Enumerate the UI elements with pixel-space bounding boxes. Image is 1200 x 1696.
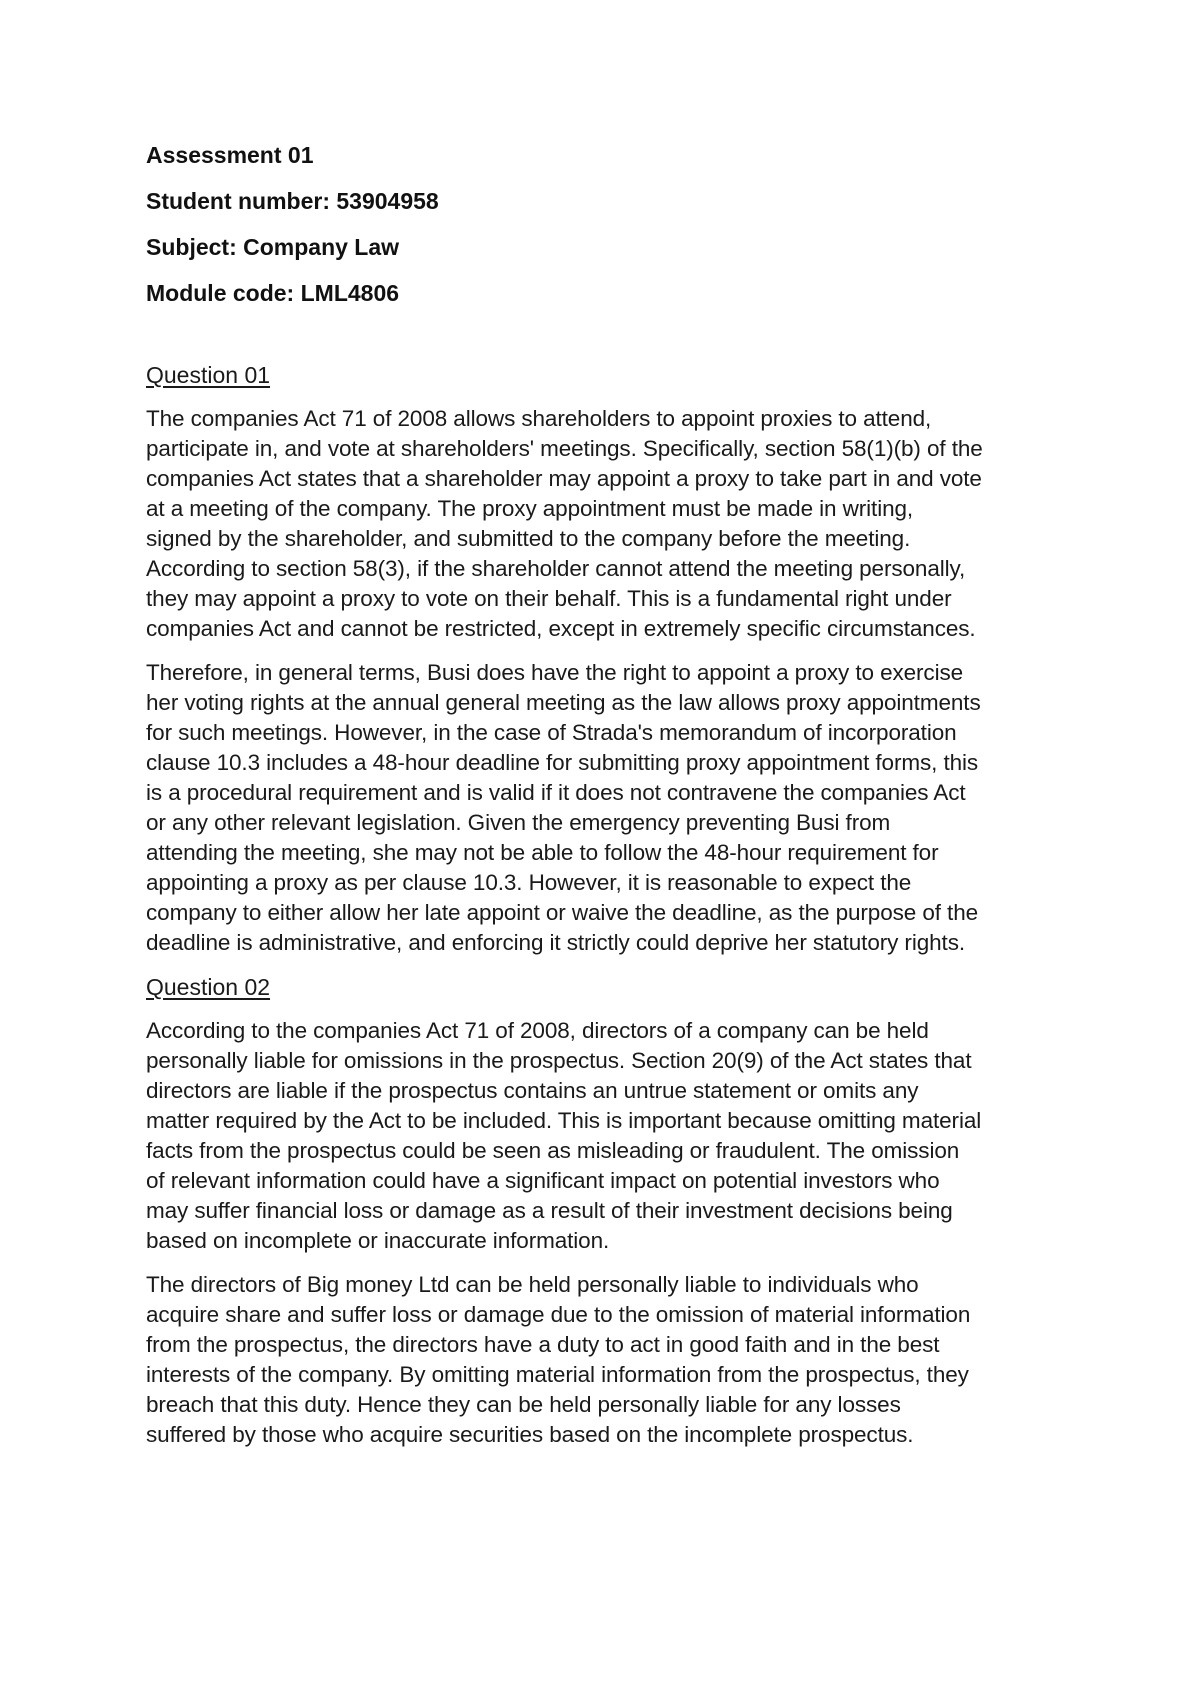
document-body <box>146 360 1066 1450</box>
answer-paragraph <box>146 1016 1066 1256</box>
student-number: Student number: 53904958 <box>146 188 439 214</box>
paragraph-line: is a procedural requirement and is valid if it does not contravene the companies Act <box>146 780 966 805</box>
paragraph-line: signed by the shareholder, and submitted to the company before the meeting. <box>146 526 911 551</box>
assessment-title: Assessment 01 <box>146 142 314 168</box>
paragraph-line: According to section 58(3), if the shareholder cannot attend the meeting personally, <box>146 556 966 581</box>
paragraph-line: for such meetings. However, in the case of Strada's memorandum of incorporation <box>146 720 957 745</box>
paragraph-line: they may appoint a proxy to vote on their behalf. This is a fundamental right under <box>146 586 952 611</box>
document-header <box>146 140 1066 308</box>
paragraph-line: attending the meeting, she may not be able to follow the 48-hour requirement for <box>146 840 939 865</box>
answer-paragraph <box>146 404 1066 644</box>
question-section <box>146 360 1066 958</box>
paragraph-line: personally liable for omissions in the prospectus. Section 20(9) of the Act states that <box>146 1048 972 1073</box>
paragraph-line: company to either allow her late appoint or waive the deadline, as the purpose of the <box>146 900 979 925</box>
paragraph-line: directors are liable if the prospectus contains an untrue statement or omits any <box>146 1078 919 1103</box>
paragraph-line: acquire share and suffer loss or damage due to the omission of material information <box>146 1302 971 1327</box>
paragraph-line: may suffer financial loss or damage as a result of their investment decisions being <box>146 1198 953 1223</box>
paragraph-line: based on incomplete or inaccurate information. <box>146 1228 610 1253</box>
paragraph-line: facts from the prospectus could be seen as misleading or fraudulent. The omission <box>146 1138 960 1163</box>
question-heading: Question 01 <box>146 362 271 388</box>
paragraph-line: from the prospectus, the directors have a duty to act in good faith and in the best <box>146 1332 940 1357</box>
paragraph-line: or any other relevant legislation. Given the emergency preventing Busi from <box>146 810 891 835</box>
paragraph-line: clause 10.3 includes a 48-hour deadline for submitting proxy appointment forms, this <box>146 750 979 775</box>
paragraph-line: appointing a proxy as per clause 10.3. However, it is reasonable to expect the <box>146 870 912 895</box>
question-heading: Question 02 <box>146 974 271 1000</box>
document-page <box>146 140 1066 1464</box>
paragraph-line: Therefore, in general terms, Busi does have the right to appoint a proxy to exercise <box>146 660 964 685</box>
paragraph-line: her voting rights at the annual general meeting as the law allows proxy appointments <box>146 690 981 715</box>
paragraph-line: deadline is administrative, and enforcing it strictly could deprive her statutory rights. <box>146 930 965 955</box>
answer-paragraph <box>146 658 1066 958</box>
paragraph-line: interests of the company. By omitting material information from the prospectus, they <box>146 1362 969 1387</box>
question-section <box>146 972 1066 1450</box>
paragraph-line: breach that this duty. Hence they can be held personally liable for any losses <box>146 1392 901 1417</box>
answer-paragraph <box>146 1270 1066 1450</box>
paragraph-line: of relevant information could have a significant impact on potential investors who <box>146 1168 940 1193</box>
paragraph-line: at a meeting of the company. The proxy appointment must be made in writing, <box>146 496 914 521</box>
module-code: Module code: LML4806 <box>146 280 400 306</box>
paragraph-line: The companies Act 71 of 2008 allows shareholders to appoint proxies to attend, <box>146 406 932 431</box>
paragraph-line: According to the companies Act 71 of 2008, directors of a company can be held <box>146 1018 929 1043</box>
paragraph-line: suffered by those who acquire securities based on the incomplete prospectus. <box>146 1422 914 1447</box>
paragraph-line: companies Act and cannot be restricted, except in extremely specific circumstances. <box>146 616 976 641</box>
paragraph-line: companies Act states that a shareholder may appoint a proxy to take part in and vote <box>146 466 982 491</box>
paragraph-line: participate in, and vote at shareholders' meetings. Specifically, section 58(1)(b) of the <box>146 436 983 461</box>
paragraph-line: The directors of Big money Ltd can be held personally liable to individuals who <box>146 1272 919 1297</box>
subject: Subject: Company Law <box>146 234 400 260</box>
paragraph-line: matter required by the Act to be included. This is important because omitting material <box>146 1108 982 1133</box>
